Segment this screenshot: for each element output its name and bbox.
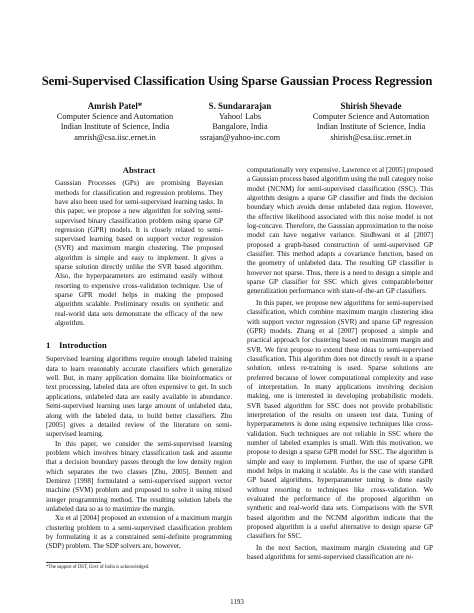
paragraph: In this paper, we propose new algorithms for semi-supervised classification, which combine maximum margin clustering idea with support vector regression (SVR) and sparse GP regression (GPR) models. Zhang et al [2007] proposed a simple and practical approach for clustering based on maximum margin and SVR. We first propose to extend these ideas to semi-supervised classification. This algorithm does not directly result in a sparse solution, unless re-training is used. Sparse solutions are preferred because of lower computational complexity and ease of interpretation. In many applications involving decision making, one is interested in developing probabilistic models. SVR based algorithm for SSC does not provide probabilistic interpretation of the results on unseen test data. Tuning of hyperparameters is done using expensive techniques like cross-validation. Such techniques are not reliable in SSC where the number of labeled examples is small. With this motivation, we propose to design a sparse GPR model for SSC. The algorithm is simple and easy to implement. Further, the use of sparse GPR model helps in making it scalable. As is the case with standard GP based algorithms, hyperparameter tuning is done easily without resorting to techniques like cross-validation. We evaluated the performance of the proposed algorithm on synthetic and real-world data sets. Comparisons with the SVR based algorithm and the NCNM algorithm indicate that the proposed algorithm is a useful alternative to design sparse GP classifiers for SSC. [247,298,433,541]
section-title: Introduction [59,340,107,351]
author-email: amrish@csa.iisc.ernet.in [74,132,156,142]
author-name: S. Sundararajan [208,101,272,111]
footnote: *The support of DST, Govt of India is acknowledged. [46,565,150,570]
paragraph: computationally very expensive. Lawrence et al [2005] proposed a Gaussian process based algorithm using the null category noise model (NCNM) for semi-supervised classification (SSC). This algorithm designs a sparse GP classifier and finds the decision boundary which avoids dense unlabeled data region. However, the effective likelihood associated with this noise model is not log-concave. Therefore, the Gaussian approximation to the noise model can have negative variance. Sindhwani et al [2007] proposed a graph-based construction of semi-supervised GP classifier. This method adapts a covariance function, based on the geometry of unlabeled data. The resulting GP classifier is however not sparse. Thus, there is a need to design a simple and sparse GP classifier for SSC which gives comparable/better generalization performance with state-of-the-art GP classifiers. [247,166,433,296]
abstract-heading: Abstract [122,165,156,175]
author-affiliation: Yahoo! Labs [218,111,262,121]
author-3 [296,101,446,143]
page-number: 1193 [230,598,244,606]
paragraph: In this paper, we consider the semi-supervised learning problem which involves binary classification task and assume that a decision boundary passes through the low density region which separates the two classes [Zhu, 2005]. Bennett and Demirez [1998] formulated a semi-supervised support vector machine (SVM) problem and proposed to solve it using mixed integer programming method. The resulting solution labels the unlabeled data so as to maximize the margin. [46,439,232,513]
paragraph: In the next Section, maximum margin clustering and GP based algorithms for semi-supervised classification are re- [247,543,433,562]
author-affiliation: Computer Science and Automation [312,111,430,121]
author-affiliation: Indian Institute of Science, India [316,122,426,132]
abstract-text: Gaussian Processes (GPs) are promising Bayesian methods for classification and regression problems. They have also been used for semi-supervised learning tasks. In this paper, we propose a new algorithm for solving semi-supervised binary classification problem using sparse GP regression (GPR) models. It is closely related to semi-supervised learning based on support vector regression (SVR) and maximum margin clustering. The proposed algorithm is simple and easy to implement. It gives a sparse solution directly unlike the SVR based algorithm. Also, the hyperparameters are estimated easily without resorting to expensive cross-validation technique. Use of sparse GPR model helps in making the proposed algorithm scalable. Preliminary results on synthetic and real-world data sets demonstrate the efficacy of the new algorithm. [55,179,223,327]
paragraph: Xu et al [2004] proposed an extension of a maximum margin clustering problem to a semi-supervised classification problem by formulating it as a constrained semi-definite programming (SDP) problem. The SDP solvers are, however, [46,514,232,551]
author-affiliation: Bangalore, India [212,122,268,132]
author-email: shirish@csa.iisc.ernet.in [330,132,412,142]
footnote-rule [46,562,101,563]
author-affiliation: Computer Science and Automation [56,111,174,121]
section-number: 1 [46,340,51,351]
author-affiliation: Indian Institute of Science, India [60,122,170,132]
author-name: Amrish Patel* [87,101,143,111]
paragraph: Supervised learning algorithms require enough labeled training data to learn reasonably accurate classifiers which generalize well. But, in many application domains like bioinformatics or text processing, labeled data are often expensive to get. In such applications, unlabeled data are easily available in abundance. Semi-supervised learning uses large amount of unlabeled data, along with the labeled data, to build better classifiers. Zhu [2005] gives a detailed review of the literature on semi-supervised learning. [46,355,232,439]
paper-title: Semi-Supervised Classification Using Sparse Gaussian Process Regression [41,74,433,88]
section-heading [46,341,232,350]
author-2 [185,101,295,143]
author-name: Shirish Shevade [340,101,402,111]
author-1 [40,101,190,143]
author-email: ssrajan@yahoo-inc.com [199,132,281,142]
right-column [247,166,433,562]
left-column [46,166,232,552]
